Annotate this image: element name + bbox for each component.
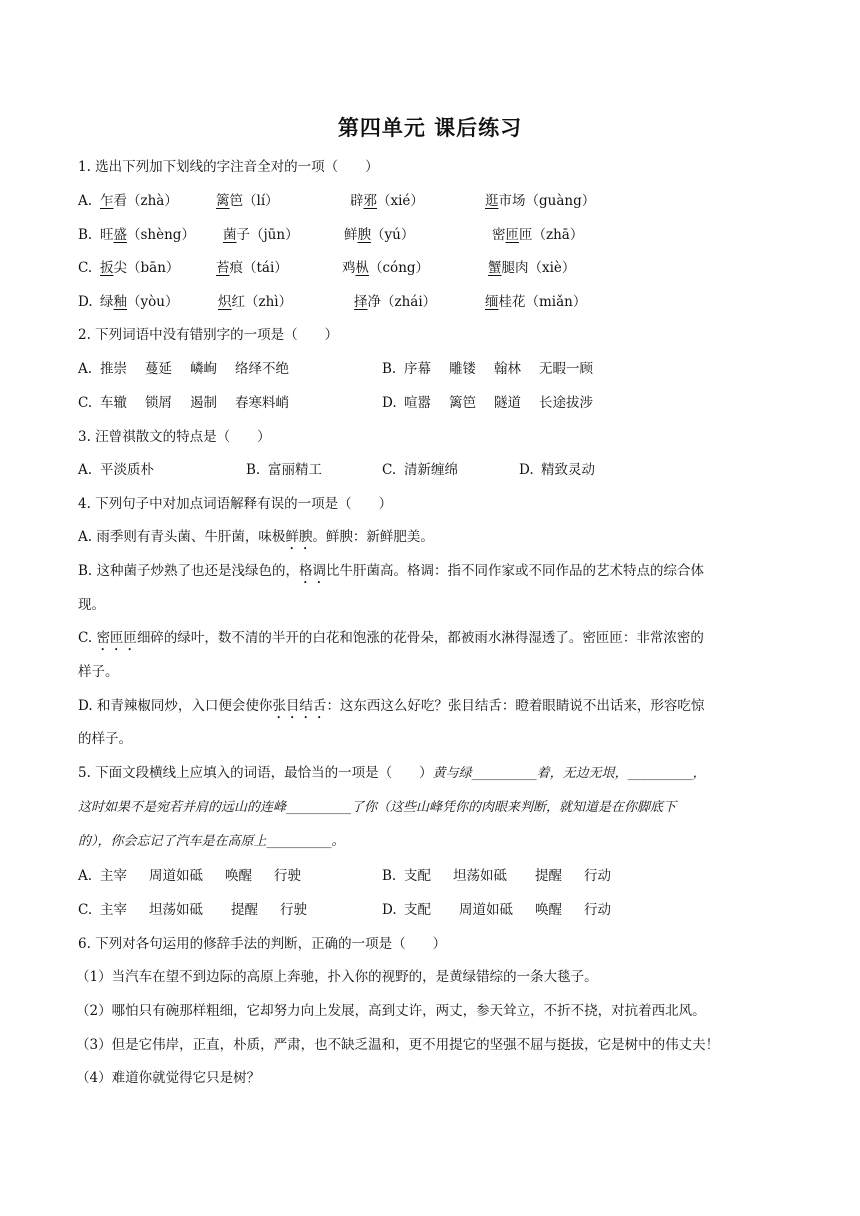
dotted-word: 鲜腴 xyxy=(285,529,313,545)
q4-option-b: B. 这种菌子炒熟了也还是浅绿色的，格调比牛肝菌高。格调：指不同作家或不同作品的艺术特点的综合体 xyxy=(78,563,705,579)
option-label: B. xyxy=(78,227,93,243)
q1-c-item3: 鸡枞（cóng） xyxy=(342,260,430,276)
word: 无暇一顾 xyxy=(539,361,593,377)
option-text: 精致灵动 xyxy=(541,462,595,478)
option-label: A. xyxy=(78,868,93,884)
q2-stem: 2. 下列词语中没有错别字的一项是（ ） xyxy=(78,327,339,343)
option-label: D. xyxy=(78,294,93,310)
option-label: B. xyxy=(246,462,261,478)
q1-d-item1: 绿釉（yòu） xyxy=(100,294,179,310)
option-label: C. xyxy=(78,260,93,276)
option-label: B. xyxy=(382,868,397,884)
q5-option-d xyxy=(382,900,629,920)
option-label: A. xyxy=(78,361,93,377)
word: 主宰 xyxy=(100,868,127,884)
q3-option-d xyxy=(519,460,595,480)
q4-option-c-cont: 样子。 xyxy=(78,664,119,680)
q4-option-c: C. 密匝匝细碎的绿叶，数不清的半开的白花和饱涨的花骨朵，都被雨水淋得湿透了。密匝匝：非常浓密的 xyxy=(78,630,704,646)
q2-option-b xyxy=(382,359,611,379)
dotted-word: 密匝匝 xyxy=(96,630,137,646)
q5-passage-1: 黄与绿__________着，无边无垠，__________， xyxy=(432,766,706,781)
word: 行动 xyxy=(584,902,611,918)
q2-option-d xyxy=(382,393,611,413)
q5-line1 xyxy=(78,763,706,784)
q6-sentence-1: （1）当汽车在望不到边际的高原上奔驰，扑入你的视野的，是黄绿错综的一条大毯子。 xyxy=(76,969,598,985)
option-label: A. xyxy=(78,193,93,209)
option-label: C. xyxy=(78,395,93,411)
word: 篱笆 xyxy=(449,395,476,411)
q1-b-item4: 密匝匝（zhā） xyxy=(492,227,584,243)
q2-option-a xyxy=(78,359,307,379)
q5-option-a xyxy=(78,866,319,886)
word: 支配 xyxy=(404,868,431,884)
word: 周道如砥 xyxy=(149,868,203,884)
option-label: A. xyxy=(78,462,93,478)
word: 喧嚣 xyxy=(404,395,431,411)
q5-option-c xyxy=(78,900,325,920)
option-label: C. xyxy=(382,462,397,478)
q1-option-a xyxy=(78,191,596,211)
word: 雕镂 xyxy=(449,361,476,377)
q1-c-item1: 扳尖（bān） xyxy=(100,260,180,276)
word: 主宰 xyxy=(100,902,127,918)
option-text: 平淡质朴 xyxy=(100,462,154,478)
word: 行驶 xyxy=(274,868,301,884)
word: 周道如砥 xyxy=(459,902,513,918)
q1-d-item3: 择净（zhái） xyxy=(354,294,437,310)
q1-c-item2: 苔痕（tái） xyxy=(216,260,288,276)
word: 春寒料峭 xyxy=(235,395,289,411)
word: 翰林 xyxy=(494,361,521,377)
q3-option-a xyxy=(78,460,154,480)
dotted-word: 格调 xyxy=(299,563,327,579)
word: 支配 xyxy=(404,902,431,918)
q1-b-item1: 旺盛（shèng） xyxy=(100,227,195,243)
q6-sentence-4: （4）难道你就觉得它只是树？ xyxy=(76,1070,261,1086)
q1-b-item2: 菌子（jūn） xyxy=(223,227,299,243)
q1-d-item2: 炽红（zhì） xyxy=(218,294,293,310)
word: 络绎不绝 xyxy=(235,361,289,377)
q1-c-item4: 蟹腿肉（xiè） xyxy=(488,260,576,276)
q1-option-d xyxy=(78,292,587,312)
q5-stem: 5. 下面文段横线上应填入的词语，最恰当的一项是（ ） xyxy=(78,765,433,781)
q5-passage-3: 的），你会忘记了汽车是在高原上__________。 xyxy=(78,834,345,849)
q4-option-b-cont: 现。 xyxy=(78,597,105,613)
q5-passage-2: 这时如果不是宛若并肩的远山的连峰__________了你（这些山峰凭你的肉眼来判断，就知道是在你脚底下 xyxy=(78,800,677,815)
q6-sentence-3: （3）但是它伟岸，正直，朴质，严肃，也不缺乏温和，更不用提它的坚强不屈与挺拔，它是树中的伟丈夫！ xyxy=(76,1037,720,1053)
q1-stem: 1. 选出下列加下划线的字注音全对的一项（ ） xyxy=(78,159,379,175)
option-text: 富丽精工 xyxy=(268,462,322,478)
word: 提醒 xyxy=(535,868,562,884)
q1-a-item3: 辟邪（xié） xyxy=(350,193,424,209)
q4-option-d: D. 和青辣椒同炒，入口便会使你张目结舌：这东西这么好吃？张目结舌：瞪着眼睛说不出话来，形容吃惊 xyxy=(78,698,705,714)
word: 蔓延 xyxy=(145,361,172,377)
q3-option-b xyxy=(246,460,322,480)
word: 隧道 xyxy=(494,395,521,411)
word: 唤醒 xyxy=(225,868,252,884)
q1-option-c xyxy=(78,258,576,278)
q1-b-item3: 鲜腴（yú） xyxy=(344,227,415,243)
option-label: C. xyxy=(78,902,93,918)
word: 唤醒 xyxy=(535,902,562,918)
page-title: 第四单元 课后练习 xyxy=(337,116,523,140)
option-label: D. xyxy=(382,395,397,411)
q1-a-item1: 乍看（zhà） xyxy=(100,193,178,209)
q5-option-b xyxy=(382,866,629,886)
option-text: 清新缠绵 xyxy=(404,462,458,478)
option-label: D. xyxy=(519,462,534,478)
option-label: D. xyxy=(382,902,397,918)
q1-a-item4: 逛市场（guàng） xyxy=(485,193,596,209)
word: 行动 xyxy=(584,868,611,884)
option-label: B. xyxy=(382,361,397,377)
q1-d-item4: 缅桂花（miǎn） xyxy=(485,294,587,310)
word: 行驶 xyxy=(280,902,307,918)
q6-sentence-2: （2）哪怕只有碗那样粗细，它却努力向上发展，高到丈许，两丈，参天耸立，不折不挠，对抗着西北风。 xyxy=(76,1003,706,1019)
word: 提醒 xyxy=(231,902,258,918)
q1-a-item2: 篱笆（lí） xyxy=(216,193,279,209)
q2-option-c xyxy=(78,393,307,413)
word: 推崇 xyxy=(100,361,127,377)
q4-stem: 4. 下列句子中对加点词语解释有误的一项是（ ） xyxy=(78,496,393,512)
q4-option-d-cont: 的样子。 xyxy=(78,731,132,747)
q6-stem: 6. 下列对各句运用的修辞手法的判断，正确的一项是（ ） xyxy=(78,936,447,952)
q1-option-b xyxy=(78,225,584,245)
word: 序幕 xyxy=(404,361,431,377)
q3-option-c xyxy=(382,460,458,480)
word: 车辙 xyxy=(100,395,127,411)
word: 坦荡如砥 xyxy=(453,868,507,884)
q4-option-a: A. 雨季则有青头菌、牛肝菌，味极鲜腴。鲜腴：新鲜肥美。 xyxy=(78,529,434,545)
word: 遏制 xyxy=(190,395,217,411)
q3-stem: 3. 汪曾祺散文的特点是（ ） xyxy=(78,429,271,445)
word: 长途拔涉 xyxy=(539,395,593,411)
word: 锁屑 xyxy=(145,395,172,411)
dotted-word: 张目结舌 xyxy=(272,698,327,714)
word: 坦荡如砥 xyxy=(149,902,203,918)
word: 嶙峋 xyxy=(190,361,217,377)
